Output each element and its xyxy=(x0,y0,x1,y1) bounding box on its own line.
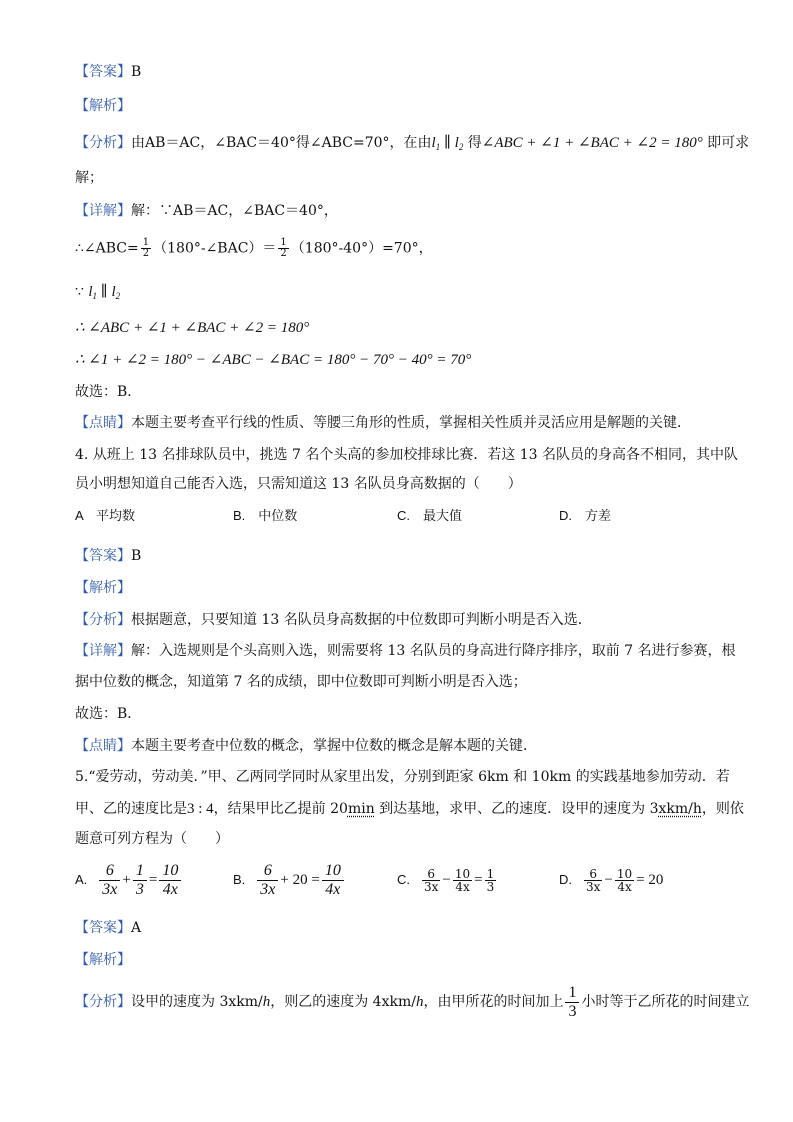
speed-ratio: 3 : 4 xyxy=(187,801,214,817)
parallel-symbol: ∥ xyxy=(440,135,455,151)
detail-text: （180°-∠BAC）＝ xyxy=(153,240,277,257)
equation: ∴ ∠ABC + ∠1 + ∠BAC + ∠2 = 180° xyxy=(75,320,310,336)
q5-stem-line-2 xyxy=(75,799,744,819)
fenxi-text: ，由甲所花的时间加上 xyxy=(423,994,564,1010)
fraction-1-over-3: $\frac{1}{3}$ xyxy=(486,866,495,894)
fraction-6-over-3x: $\frac{6}{3x}$ xyxy=(99,862,120,899)
line-l2-symbol: $l_2$ xyxy=(454,135,464,152)
fenxi-text: 设甲的速度为 3xkm/ xyxy=(131,994,263,1010)
detail-text: 解：入选规则是个头高则入选，则需要将 13 名队员的身高进行降序排序，取前 7 名进行参赛，根 xyxy=(131,643,736,659)
q4-answer-line xyxy=(75,546,733,566)
detail-text: ∵ xyxy=(75,284,89,300)
q3-detail-line-4 xyxy=(75,318,733,338)
fraction-10-over-4x: $\frac{10}{4x}$ xyxy=(616,866,633,894)
q3-detail-line-3 xyxy=(75,282,733,306)
q5-options xyxy=(75,858,733,902)
q4-detail-line-2 xyxy=(75,672,733,692)
fenxi-text: ，则乙的速度为 4xkm/ xyxy=(270,994,416,1010)
question-stem: 到达基地，求甲、乙的速度．设甲的速度为 3 xyxy=(374,801,659,817)
detail-text: ∴∠ABC= xyxy=(75,240,139,257)
question-stem: ，结果甲比乙提前 20 xyxy=(213,801,348,817)
answer-value: B xyxy=(131,548,142,564)
analysis-tag: 【解析】 xyxy=(75,580,131,596)
equation: ∴ ∠1 + ∠2 = 180° − ∠ABC − ∠BAC = 180° − 70° − 40° = 70° xyxy=(75,352,472,368)
fraction-6-over-3x: $\frac{6}{3x}$ xyxy=(257,862,278,899)
fraction-6-over-3x: $\frac{6}{3x}$ xyxy=(424,866,439,894)
choose-text: 故选：B． xyxy=(75,384,142,400)
fenxi-text: 即可求 xyxy=(702,135,750,151)
unit-min: min xyxy=(347,801,375,817)
q4-choose-line xyxy=(75,704,733,724)
fraction-1-over-3: $\frac{1}{3}$ xyxy=(565,984,579,1021)
answer-tag: 【答案】 xyxy=(75,920,131,936)
q3-comment-line xyxy=(75,413,733,433)
option-c: C. 最大值 xyxy=(397,508,463,523)
q3-detail-line-5 xyxy=(75,350,733,370)
q3-fenxi-line xyxy=(75,133,750,157)
option-a: A. $\frac{6}{3x}$ + $\frac{1}{3}$ = $\frac{10}{4x}$ xyxy=(75,858,183,902)
q3-choose-line xyxy=(75,382,733,402)
fraction-one-half: $\frac{1}{2}$ xyxy=(142,237,150,259)
unit-h: h xyxy=(262,994,271,1010)
question-stem: 4. 从班上 13 名排球队员中，挑选 7 名个头高的参加校排球比赛．若这 13 名队员的身高各不相同，其中队 xyxy=(75,447,739,463)
q3-detail-line-1 xyxy=(75,201,733,221)
option-c: C. $\frac{6}{3x}$ − $\frac{10}{4x}$ = $\frac{1}{3}$ xyxy=(397,866,495,894)
fraction-10-over-4x: $\frac{10}{4x}$ xyxy=(322,862,344,899)
fenxi-tag: 【分析】 xyxy=(75,135,131,151)
fraction-10-over-4x: $\frac{10}{4x}$ xyxy=(454,866,471,894)
unit-h: h xyxy=(415,994,424,1010)
fenxi-text: 由 xyxy=(131,135,145,151)
line-l1-symbol: $l_1$ xyxy=(431,135,441,152)
question-stem: 题意可列方程为（ ） xyxy=(75,831,229,847)
analysis-tag: 【解析】 xyxy=(75,98,131,114)
option-a: A 平均数 xyxy=(75,508,135,523)
choose-text: 故选：B． xyxy=(75,706,142,722)
q3-fenxi-cont xyxy=(75,168,733,188)
answer-value: A xyxy=(131,920,142,936)
q5-analysis-heading xyxy=(75,950,733,970)
q4-fenxi-line xyxy=(75,610,733,630)
detail-text: 据中位数的概念，知道第 7 名的成绩，即中位数即可判断小明是否入选； xyxy=(75,674,527,690)
option-d: D. 方差 xyxy=(559,508,612,523)
q3-detail-line-2 xyxy=(75,238,733,259)
unit-speed: xkm/h xyxy=(658,801,702,817)
parallel-symbol: ∥ xyxy=(97,284,112,300)
comment-tag: 【点睛】 xyxy=(75,738,131,754)
comment-text: 本题主要考查平行线的性质、等腰三角形的性质，掌握相关性质并灵活应用是解题的关键． xyxy=(131,415,691,431)
option-b: B. 中位数 xyxy=(233,508,298,523)
fraction-one-half: $\frac{1}{2}$ xyxy=(280,237,287,259)
question-stem: 员小明想知道自己能否入选，只需知道这 13 名队员身高数据的（ ） xyxy=(75,476,522,492)
question-stem: 5.“爱劳动，劳动美．”甲、乙两同学同时从家里出发，分别到距家 6km 和 10km 的实践基地参加劳动．若 xyxy=(75,769,730,785)
fraction-1-over-3: $\frac{1}{3}$ xyxy=(133,862,147,899)
q4-stem-line-2 xyxy=(75,474,733,494)
question-stem: 甲、乙的速度比是 xyxy=(75,801,187,817)
detail-tag: 【详解】 xyxy=(75,203,131,219)
detail-tag: 【详解】 xyxy=(75,643,131,659)
q4-detail-line-1 xyxy=(75,641,736,661)
fenxi-text: 根据题意，只要知道 13 名队员身高数据的中位数即可判断小明是否入选． xyxy=(131,612,592,628)
option-d: D. $\frac{6}{3x}$ − $\frac{10}{4x}$ = 20 xyxy=(559,866,664,894)
angle-sum-formula: ∠ABC + ∠1 + ∠BAC + ∠2 = 180° xyxy=(481,135,703,151)
answer-tag: 【答案】 xyxy=(75,548,131,564)
fenxi-text: AB＝AC，∠BAC＝40°得∠ABC=70°，在由 xyxy=(145,135,432,151)
fenxi-tag: 【分析】 xyxy=(75,994,131,1010)
fraction-10-over-4x: $\frac{10}{4x}$ xyxy=(159,862,181,899)
analysis-tag: 【解析】 xyxy=(75,952,131,968)
answer-value: B xyxy=(131,64,142,80)
comment-text: 本题主要考查中位数的概念，掌握中位数的概念是解本题的关键． xyxy=(131,738,537,754)
line-l2-symbol: $l_2$ xyxy=(111,284,121,301)
fenxi-text: 解； xyxy=(75,170,103,186)
fraction-6-over-3x: $\frac{6}{3x}$ xyxy=(586,866,601,894)
q5-stem-line-1 xyxy=(75,767,733,787)
q3-analysis-heading xyxy=(75,96,733,116)
q5-answer-line xyxy=(75,918,733,938)
fenxi-text: 得 xyxy=(463,135,482,151)
option-b: B. $\frac{6}{3x}$ + 20 = $\frac{10}{4x}$ xyxy=(233,858,346,902)
q5-stem-line-3 xyxy=(75,829,733,849)
line-l1-symbol: $l_1$ xyxy=(88,284,98,301)
q4-analysis-heading xyxy=(75,578,733,598)
fenxi-tag: 【分析】 xyxy=(75,612,131,628)
detail-text: （180°-40°）=70°， xyxy=(290,240,433,257)
q4-comment-line xyxy=(75,736,733,756)
fenxi-text: 小时等于乙所花的时间建立 xyxy=(581,994,750,1010)
q4-stem-line-1 xyxy=(75,445,739,465)
q3-answer-line xyxy=(75,62,733,82)
comment-tag: 【点睛】 xyxy=(75,415,131,431)
question-stem: ，则依 xyxy=(701,801,744,817)
answer-tag: 【答案】 xyxy=(75,64,131,80)
detail-text: 解：∵AB＝AC，∠BAC＝40°， xyxy=(131,203,338,219)
q5-fenxi-line xyxy=(75,980,750,1024)
